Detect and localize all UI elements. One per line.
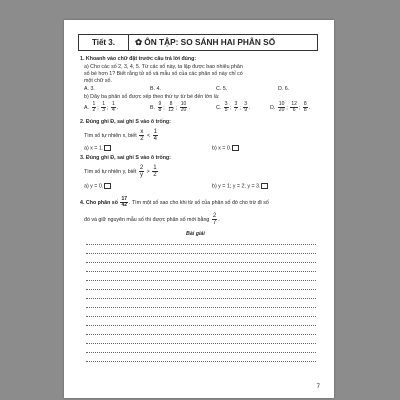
numerator: 1 xyxy=(102,101,106,107)
numerator: 1 xyxy=(92,101,96,107)
title-bar xyxy=(78,34,318,51)
fraction xyxy=(111,102,116,113)
q2a-answer-box[interactable] xyxy=(104,145,111,151)
answer-line[interactable] xyxy=(86,280,316,281)
q1b-option-a[interactable]: A. $\frac{1}{2}$ ; $\frac{1}{3}$ ; $\frac{1}{4}$ . xyxy=(84,101,119,113)
q3-text: Tìm số tự nhiên y, biết xyxy=(84,168,137,175)
fraction xyxy=(101,102,106,113)
answer-line[interactable] xyxy=(86,262,316,263)
fraction xyxy=(120,197,128,208)
denominator: 4 xyxy=(153,136,157,142)
denominator: 7 xyxy=(212,220,217,226)
q4-text-a: 4. Cho phân số xyxy=(80,199,118,206)
denominator: 8 xyxy=(158,107,162,113)
numerator: 1 xyxy=(153,165,157,171)
answer-line[interactable] xyxy=(86,271,316,272)
q1b-option-b[interactable]: B. $\frac{9}{8}$ ; $\frac{8}{12}$ ; $\frac{10}{20}$ . xyxy=(150,101,190,113)
denominator: 12 xyxy=(168,107,174,113)
q1a-option-a[interactable]: A. 3. xyxy=(84,86,95,92)
fraction xyxy=(139,165,144,178)
q3b-statement xyxy=(212,183,268,189)
answer-line[interactable] xyxy=(86,316,316,317)
fraction xyxy=(92,102,97,113)
option-label: C. xyxy=(216,104,222,111)
lesson-label: Tiết 3. xyxy=(79,35,129,50)
q3-instruction: 3. Đúng ghi Đ, sai ghi S vào ô trống: xyxy=(80,155,171,161)
answer-line[interactable] xyxy=(86,325,316,326)
denominator: 8 xyxy=(303,107,307,113)
q1b-option-d[interactable]: D. $\frac{10}{20}$ ; $\frac{12}{6}$ ; $\frac{8}{8}$ . xyxy=(270,101,311,113)
fraction xyxy=(243,102,248,113)
numerator: 3 xyxy=(224,101,228,107)
option-label: D. xyxy=(270,104,276,111)
fraction xyxy=(224,102,229,113)
q3a-statement xyxy=(84,183,111,189)
q1a-line2: số bé hơn 1? Biết rằng tử số và mẫu số của các phân số này chỉ có xyxy=(84,71,243,77)
numerator: 9 xyxy=(158,101,162,107)
q1a-option-c[interactable]: C. 5. xyxy=(216,86,228,92)
q1b-line: b) Dãy ba phân số được xếp theo thứ tự từ bé đến lớn là: xyxy=(84,94,220,100)
option-label: A. xyxy=(84,104,90,111)
q1a-line1: a) Cho các số 2, 3, 4, 5. Từ các số này, ta lập được bao nhiêu phân xyxy=(84,64,243,70)
numerator: 3 xyxy=(244,101,248,107)
denominator: 4 xyxy=(111,107,115,113)
q4-line1 xyxy=(80,197,269,208)
q1a-line3: một chữ số. xyxy=(84,78,112,84)
answer-line[interactable] xyxy=(86,352,316,353)
numerator: 2 xyxy=(212,213,217,219)
answer-line[interactable] xyxy=(86,298,316,299)
q2b-answer-box[interactable] xyxy=(232,145,239,151)
numerator: 17 xyxy=(121,196,128,202)
denominator: 7 xyxy=(234,107,238,113)
q3a-answer-box[interactable] xyxy=(104,183,111,189)
q2a-statement xyxy=(84,145,111,151)
numerator: 12 xyxy=(291,101,297,107)
q2-text: Tìm số tự nhiên x, biết xyxy=(84,132,137,139)
answer-line[interactable] xyxy=(86,343,316,344)
worksheet-page xyxy=(64,20,334,398)
fraction xyxy=(290,102,298,113)
q2b-text: b) x = 0. xyxy=(212,145,232,152)
fraction xyxy=(139,129,144,142)
q1a-option-d[interactable]: D. 6. xyxy=(278,86,290,92)
q1-instruction: 1. Khoanh vào chữ đặt trước câu trả lời đúng: xyxy=(80,56,197,62)
fraction xyxy=(167,102,175,113)
denominator: 20 xyxy=(278,107,285,113)
numerator: 10 xyxy=(180,101,187,107)
denominator: 20 xyxy=(180,107,187,113)
numerator: 2 xyxy=(139,165,144,171)
numerator: 1 xyxy=(153,129,157,135)
q3-condition xyxy=(84,165,159,178)
numerator: 8 xyxy=(169,101,173,107)
less-than: < xyxy=(147,132,151,139)
q4-line2: đó và giữ nguyên mẫu số thì được phân số mới bằng $\frac{2}{7}$ . xyxy=(84,213,220,226)
denominator: 9 xyxy=(244,107,248,113)
fraction xyxy=(180,102,188,113)
denominator: 3 xyxy=(102,107,106,113)
denominator: 5 xyxy=(224,107,228,113)
numerator: 3 xyxy=(234,101,238,107)
q2-condition xyxy=(84,129,159,142)
fraction xyxy=(234,102,239,113)
answer-line[interactable] xyxy=(86,289,316,290)
denominator: 6 xyxy=(292,107,296,113)
answer-line[interactable] xyxy=(86,334,316,335)
q4-text-b: . Tìm một số sao cho khi từ số của phân số đó cho trừ đi số xyxy=(129,199,269,206)
fraction xyxy=(212,213,217,226)
answer-line[interactable] xyxy=(86,253,316,254)
numerator: 10 xyxy=(278,101,285,107)
numerator: 1 xyxy=(111,101,115,107)
topic-title: ✿ ÔN TẬP: SO SÁNH HAI PHÂN SỐ xyxy=(135,37,276,47)
numerator: 8 xyxy=(303,101,307,107)
q2b-statement xyxy=(212,145,239,151)
q1b-option-c[interactable]: C. $\frac{3}{5}$ ; $\frac{3}{7}$ ; $\frac{3}{9}$ . xyxy=(216,101,251,113)
q2-instruction: 2. Đúng ghi Đ, sai ghi S vào ô trống: xyxy=(80,119,171,125)
fraction xyxy=(153,129,158,142)
denominator: y xyxy=(139,172,143,178)
q3b-answer-box[interactable] xyxy=(261,183,268,189)
denominator: 2 xyxy=(140,136,144,142)
answer-line[interactable] xyxy=(86,244,316,245)
greater-than: > xyxy=(146,168,150,175)
answer-line[interactable] xyxy=(86,307,316,308)
q2a-text: a) x = 1. xyxy=(84,145,104,152)
denominator: 42 xyxy=(121,202,128,208)
fraction xyxy=(303,102,308,113)
fraction xyxy=(278,102,286,113)
option-label: B. xyxy=(150,104,156,111)
q3b-text: b) y = 1; y = 2; y = 3. xyxy=(212,183,261,190)
denominator: 2 xyxy=(92,107,96,113)
q3a-text: a) y = 0. xyxy=(84,183,104,190)
answer-line[interactable] xyxy=(86,361,316,362)
solution-heading: Bài giải xyxy=(186,231,205,237)
numerator: x xyxy=(140,129,144,135)
q1a-option-b[interactable]: B. 4. xyxy=(150,86,161,92)
page-number: 7 xyxy=(316,384,320,390)
denominator: 2 xyxy=(153,172,157,178)
fraction xyxy=(158,102,163,113)
q4-text-c: đó và giữ nguyên mẫu số thì được phân số mới bằng xyxy=(84,216,210,223)
fraction xyxy=(152,165,157,178)
